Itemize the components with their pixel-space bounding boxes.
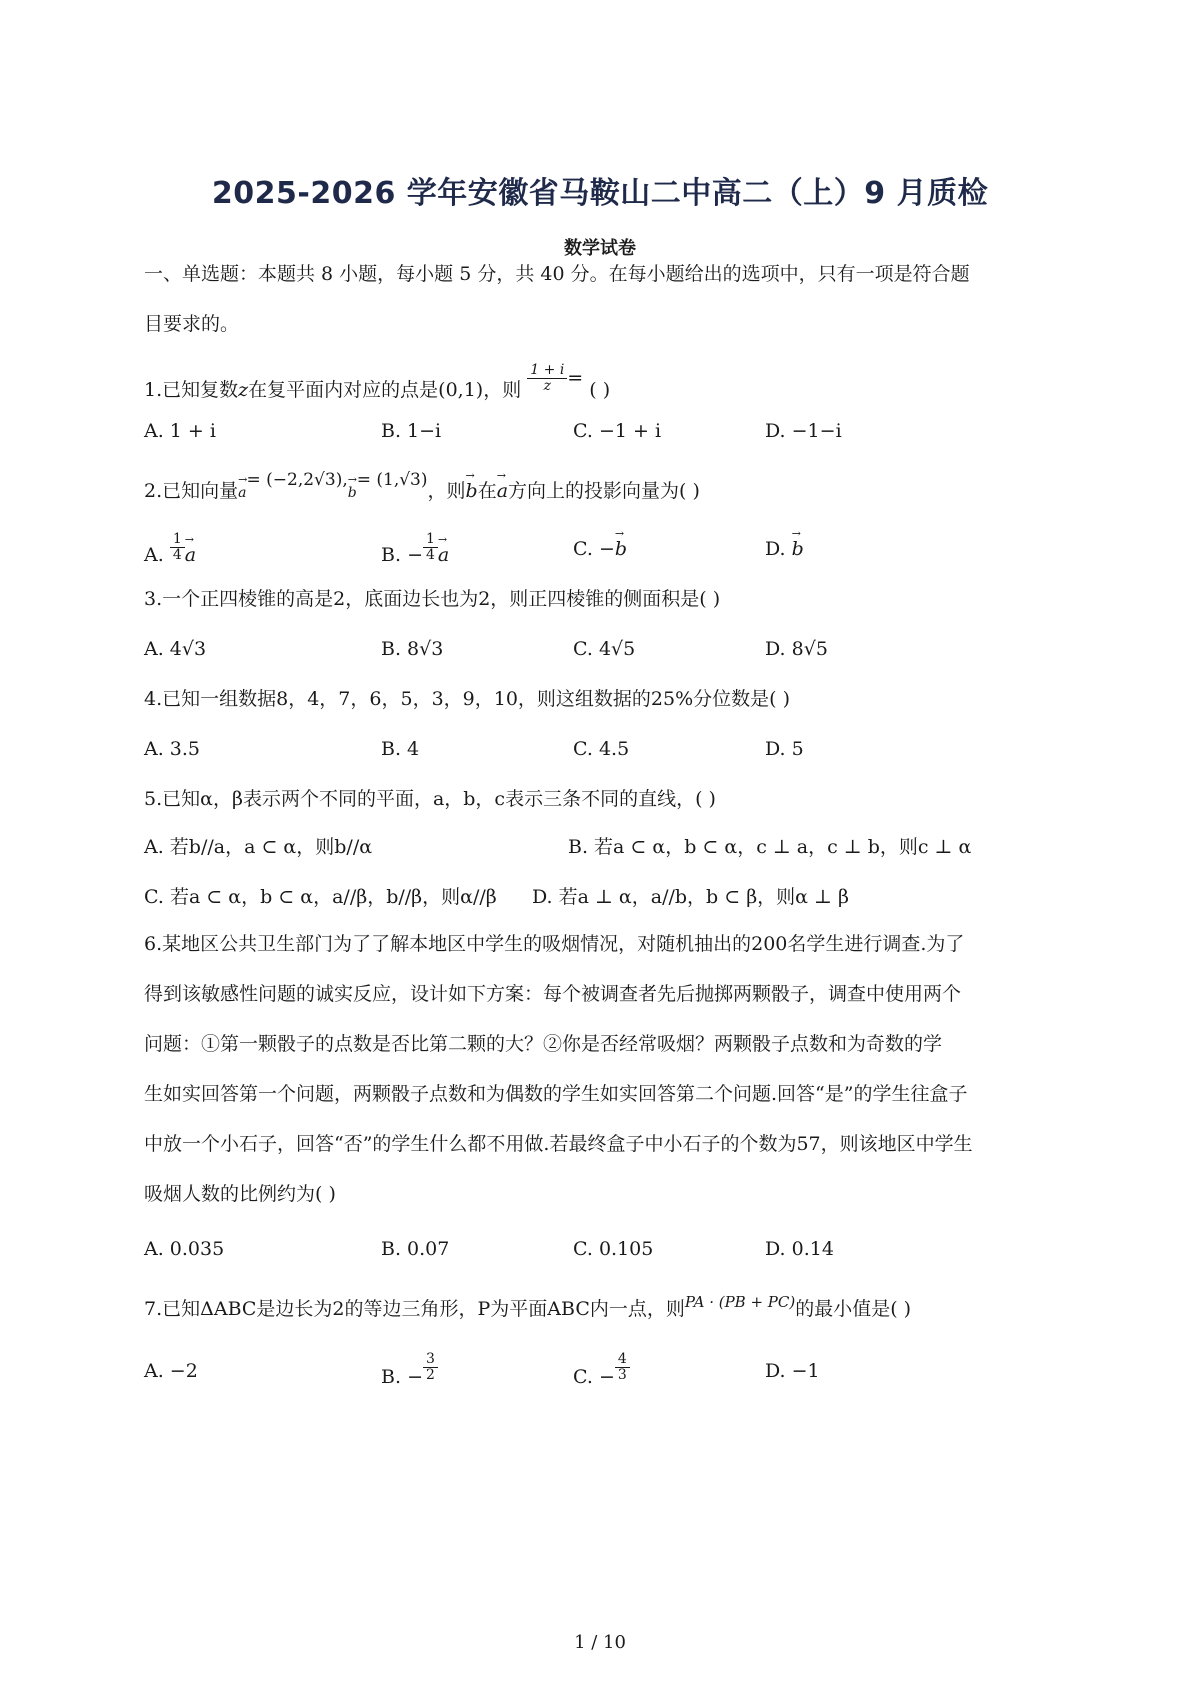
question-1: 1.已知复数z在复平面内对应的点是(0,1)，则 $\frac{1 + i}{z}$ = ( ) xyxy=(144,362,611,401)
question-6-line3: 问题：①第一颗骰子的点数是否比第二颗的大？②你是否经常吸烟？两颗骰子点数和为奇数的学 xyxy=(144,1033,943,1055)
q7-vector-expression: PA · (PB + PC) xyxy=(684,1293,796,1311)
q3-option-c[interactable]: C. 4√5 xyxy=(573,638,636,660)
q1-option-a[interactable]: A. 1 + i xyxy=(144,420,216,442)
question-6-line4: 生如实回答第一个问题，两颗骰子点数和为偶数的学生如实回答第二个问题.回答“是”的学生往盒子 xyxy=(144,1083,968,1105)
section-instructions-line2: 目要求的。 xyxy=(144,313,240,335)
q3-option-d[interactable]: D. 8√5 xyxy=(765,638,828,660)
page-subtitle: 数学试卷 xyxy=(564,238,636,259)
question-5: 5.已知α，β表示两个不同的平面，a，b，c表示三条不同的直线，( ) xyxy=(144,788,716,810)
section-instructions-line1: 一、单选题：本题共 8 小题，每小题 5 分，共 40 分。在每小题给出的选项中，只有一项是符合题 xyxy=(144,263,970,285)
q6-option-d[interactable]: D. 0.14 xyxy=(765,1238,834,1260)
q5-option-b[interactable]: B. 若a ⊂ α，b ⊂ α，c ⊥ a，c ⊥ b，则c ⊥ α xyxy=(568,836,972,858)
question-2: 2.已知向量→ a= (−2,2√3),→ b= (1,√3)，则→ b在→ a方向上的投影向量为( ) xyxy=(144,482,700,501)
question-6-line5: 中放一个小石子，回答“否”的学生什么都不用做.若最终盒子中小石子的个数为57，则该地区中学生 xyxy=(144,1133,973,1155)
q2-option-a[interactable]: A. $\frac{1}{4}$ → a xyxy=(144,540,196,572)
q4-option-a[interactable]: A. 3.5 xyxy=(144,738,201,760)
q7-option-b[interactable]: B. − $\frac{3}{2}$ xyxy=(381,1362,438,1394)
q6-option-b[interactable]: B. 0.07 xyxy=(381,1238,450,1260)
q2-option-d[interactable]: D. → b xyxy=(765,540,804,559)
q2-option-c[interactable]: C. −→ b xyxy=(573,540,627,559)
q7-option-d[interactable]: D. −1 xyxy=(765,1360,820,1382)
page-number: 1 / 10 xyxy=(574,1632,626,1653)
q4-option-d[interactable]: D. 5 xyxy=(765,738,804,760)
q7-option-c[interactable]: C. − $\frac{4}{3}$ xyxy=(573,1362,630,1394)
q7-option-a[interactable]: A. −2 xyxy=(144,1360,198,1382)
question-6-line2: 得到该敏感性问题的诚实反应，设计如下方案：每个被调查者先后抛掷两颗骰子，调查中使用两个 xyxy=(144,983,962,1005)
q1-option-d[interactable]: D. −1−i xyxy=(765,420,842,442)
q1-fraction: $\frac{1 + i}{z}$ xyxy=(527,363,567,395)
q6-option-c[interactable]: C. 0.105 xyxy=(573,1238,654,1260)
question-7: 7.已知ΔABC是边长为2的等边三角形，P为平面ABC内一点，则$^{PA \cdot (PB + PC)}$的最小值是( ) xyxy=(144,1293,912,1320)
q1-option-c[interactable]: C. −1 + i xyxy=(573,420,662,442)
q5-option-d[interactable]: D. 若a ⊥ α，a//b，b ⊂ β，则α ⊥ β xyxy=(532,886,849,908)
q3-option-b[interactable]: B. 8√3 xyxy=(381,638,444,660)
question-6-line6: 吸烟人数的比例约为( ) xyxy=(144,1183,336,1205)
q4-option-c[interactable]: C. 4.5 xyxy=(573,738,630,760)
question-6-line1: 6.某地区公共卫生部门为了了解本地区中学生的吸烟情况，对随机抽出的200名学生进行调查.为了 xyxy=(144,933,965,955)
q2-option-b[interactable]: B. − $\frac{1}{4}$ → a xyxy=(381,540,449,572)
question-3: 3.一个正四棱锥的高是2，底面边长也为2，则正四棱锥的侧面积是( ) xyxy=(144,588,721,610)
q5-option-c[interactable]: C. 若a ⊂ α，b ⊂ α，a//β，b//β，则α//β xyxy=(144,886,497,908)
q4-option-b[interactable]: B. 4 xyxy=(381,738,420,760)
q1-option-b[interactable]: B. 1−i xyxy=(381,420,442,442)
question-4: 4.已知一组数据8，4，7，6，5，3，9，10，则这组数据的25%分位数是( ) xyxy=(144,688,791,710)
q3-option-a[interactable]: A. 4√3 xyxy=(144,638,207,660)
page-title: 2025-2026 学年安徽省马鞍山二中高二（上）9 月质检 xyxy=(211,176,989,211)
q5-option-a[interactable]: A. 若b//a，a ⊂ α，则b//α xyxy=(144,836,373,858)
q6-option-a[interactable]: A. 0.035 xyxy=(144,1238,225,1260)
